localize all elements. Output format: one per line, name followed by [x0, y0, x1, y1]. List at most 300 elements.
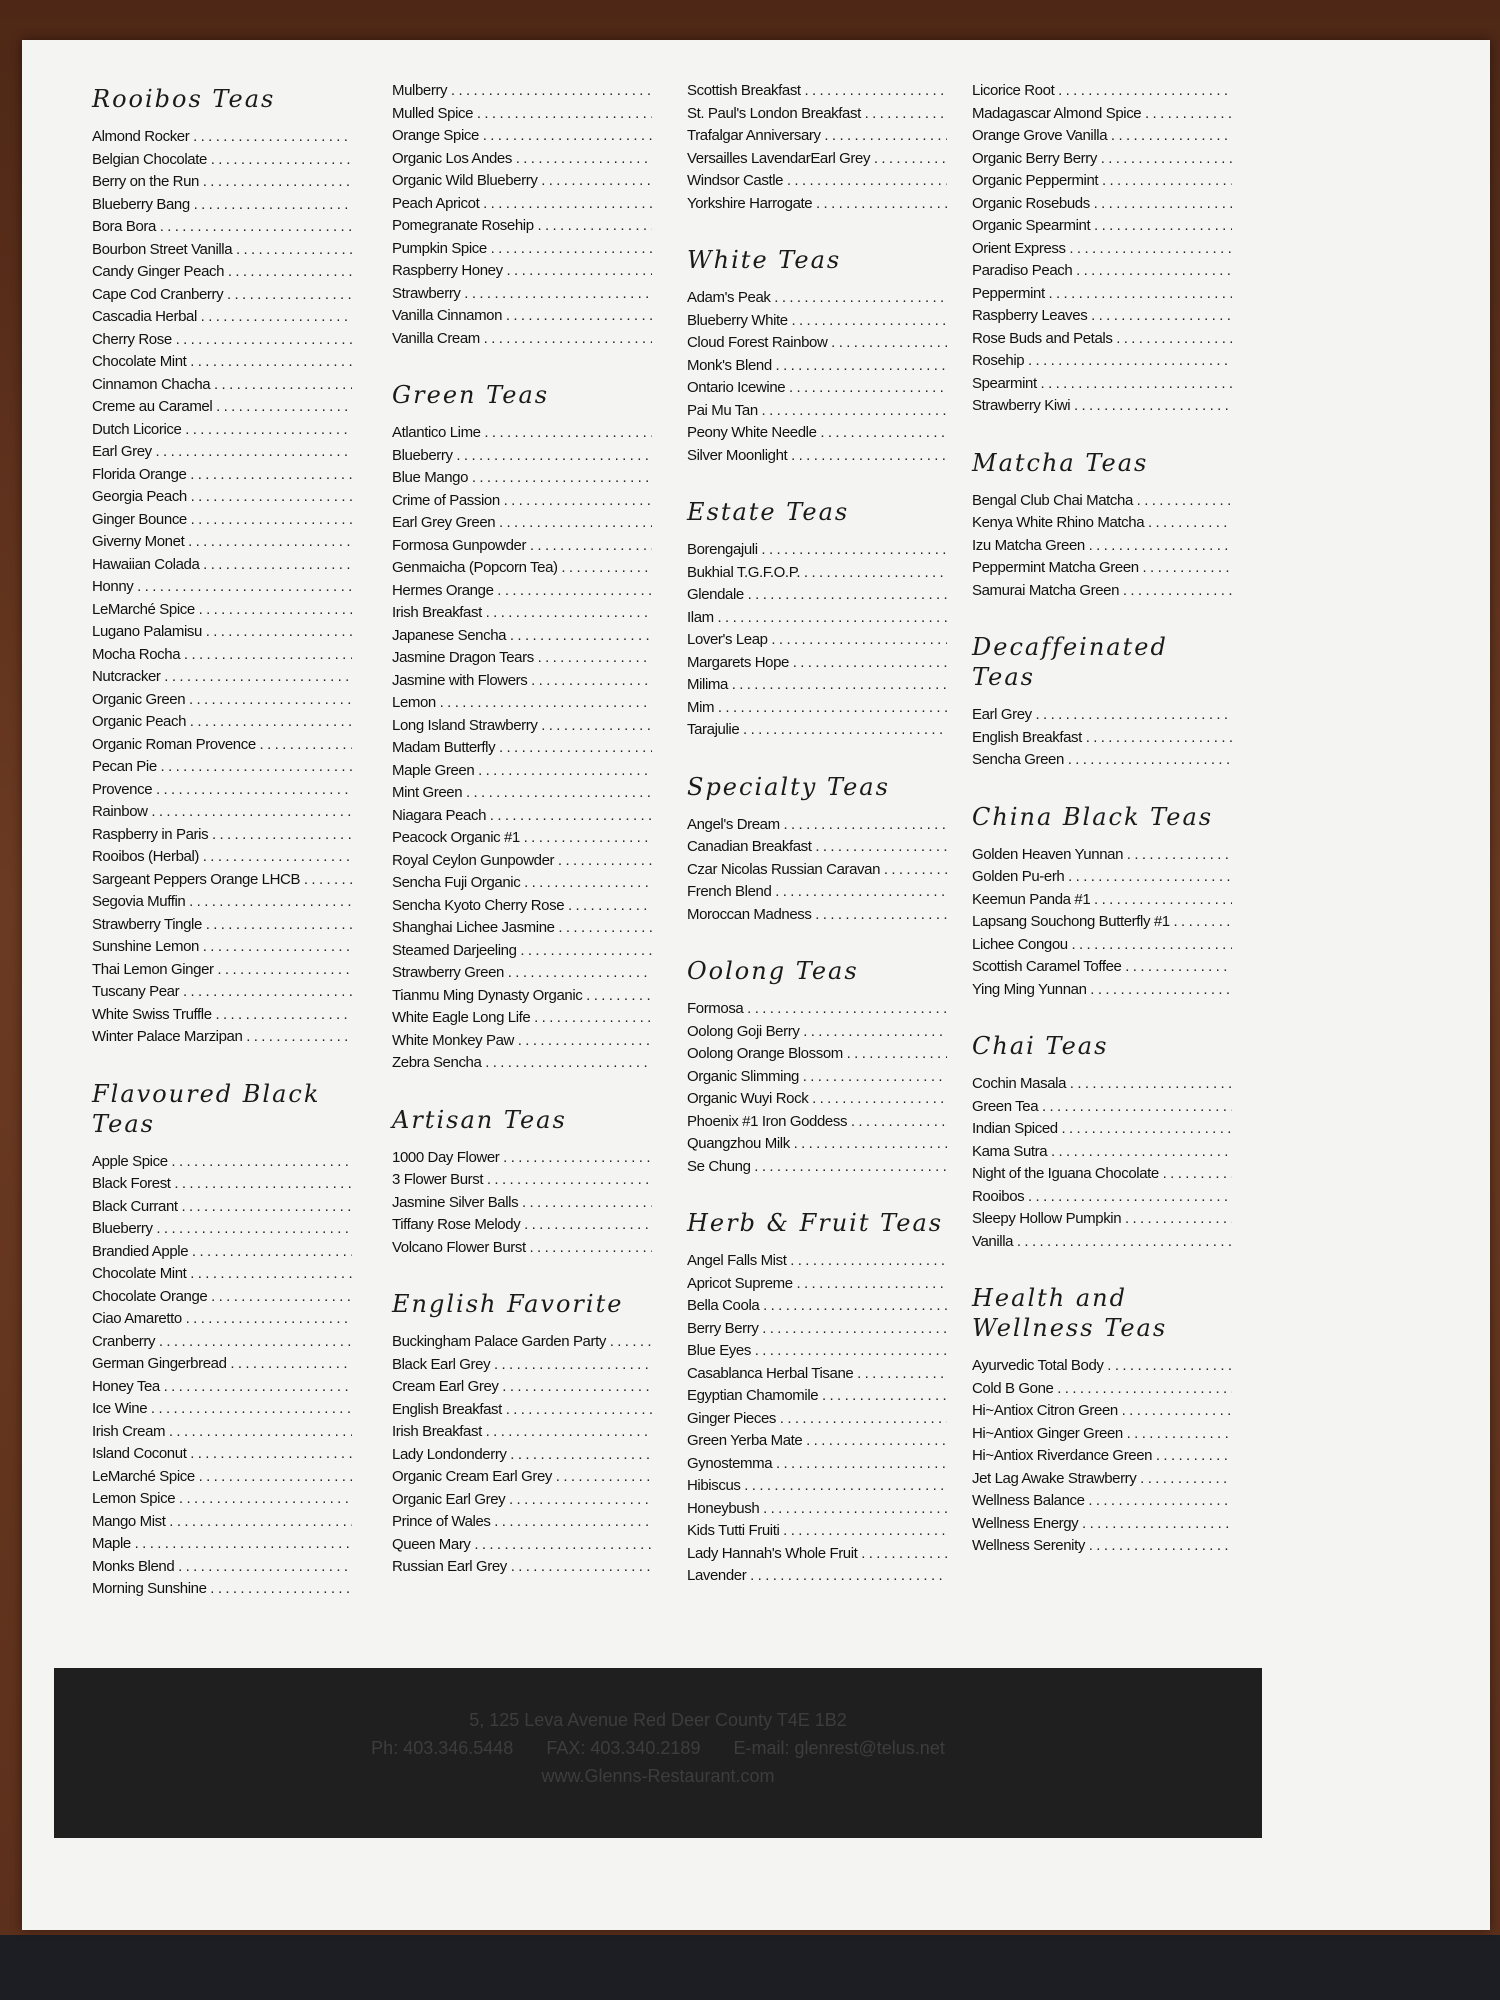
- footer-phone: Ph: 403.346.5448: [371, 1738, 514, 1758]
- tea-name: Genmaicha (Popcorn Tea): [392, 559, 558, 576]
- tea-item: [392, 760, 652, 783]
- tea-item: [687, 652, 947, 675]
- section-gap: [972, 418, 1232, 444]
- tea-name: Organic Berry Berry: [972, 149, 1097, 167]
- tea-list: [687, 814, 947, 927]
- section-heading: Decaffeinated Teas: [972, 633, 1168, 691]
- tea-list: [687, 1250, 947, 1588]
- tea-name: Vanilla Cinnamon: [392, 307, 503, 324]
- tea-item: [972, 1445, 1232, 1468]
- tea-list: [972, 844, 1232, 1002]
- tea-item: [687, 1340, 947, 1363]
- tea-name: Oolong Orange Blossom: [687, 1045, 843, 1062]
- tea-name: Samurai Matcha Green: [972, 581, 1120, 599]
- footer-email: E-mail: glenrest@telus.net: [733, 1738, 945, 1758]
- tea-item: [92, 666, 352, 689]
- tea-name: Raspberry in Paris: [92, 825, 209, 843]
- tea-name: Orient Express: [972, 239, 1066, 257]
- tea-item: [687, 332, 947, 355]
- tea-name: Formosa: [687, 1000, 744, 1017]
- tea-name: Creme au Caramel: [92, 398, 213, 415]
- tea-list: [687, 287, 947, 467]
- tea-item: [92, 1173, 352, 1196]
- tea-item: [92, 1466, 352, 1489]
- menu-column-2: [392, 80, 652, 1579]
- tea-name: Wellness Serenity: [972, 1537, 1085, 1554]
- tea-name: Yorkshire Harrogate: [687, 194, 813, 212]
- tea-item: [92, 239, 352, 262]
- tea-section: [972, 632, 1232, 798]
- tea-section: [972, 802, 1232, 1028]
- tea-section: [972, 1031, 1232, 1279]
- tea-name: Gynostemma: [687, 1454, 773, 1472]
- tea-item: [92, 374, 352, 397]
- tea-name: Bukhial T.G.F.O.P.: [687, 563, 801, 581]
- tea-item: [392, 283, 652, 306]
- tea-item: [972, 170, 1232, 193]
- tea-list: [392, 1331, 652, 1579]
- tea-name: Scottish Caramel Toffee: [972, 958, 1122, 975]
- tea-name: Shanghai Lichee Jasmine: [392, 919, 555, 936]
- tea-item: [687, 445, 947, 468]
- tea-item: [92, 936, 352, 959]
- tea-name: Maple Green: [392, 761, 475, 779]
- tea-item: [972, 1163, 1232, 1186]
- tea-item: [392, 170, 652, 193]
- tea-name: Buckingham Palace Garden Party: [392, 1333, 606, 1350]
- tea-item: [972, 911, 1232, 934]
- tea-name: Quangzhou Milk: [687, 1135, 790, 1152]
- tea-name: 1000 Day Flower: [392, 1148, 500, 1166]
- tea-item: [392, 1007, 652, 1030]
- tea-item: [392, 215, 652, 238]
- tea-name: Mulberry: [392, 82, 448, 99]
- tea-item: [687, 377, 947, 400]
- tea-name: Jet Lag Awake Strawberry: [972, 1469, 1137, 1487]
- tea-item: [972, 1208, 1232, 1231]
- tea-item: [92, 1578, 352, 1601]
- tea-item: [972, 1096, 1232, 1119]
- tea-item: [392, 1421, 652, 1444]
- tea-item: [392, 260, 652, 283]
- tea-section: [972, 80, 1232, 444]
- tea-item: [687, 1498, 947, 1521]
- tea-name: Rooibos (Herbal): [92, 848, 199, 865]
- tea-item: [92, 329, 352, 352]
- tea-name: Milima: [687, 676, 728, 693]
- tea-item: [92, 1488, 352, 1511]
- tea-item: [392, 1237, 652, 1260]
- tea-item: [392, 1444, 652, 1467]
- table-floor-shadow: [0, 1935, 1500, 2000]
- tea-item: [687, 1066, 947, 1089]
- tea-list: [687, 80, 947, 215]
- section-gap: [392, 1075, 652, 1101]
- tea-section: [92, 1079, 352, 1601]
- tea-section: [972, 1283, 1232, 1558]
- tea-item: [92, 1026, 352, 1049]
- section-gap: [687, 215, 947, 241]
- tea-name: Hibiscus: [687, 1477, 741, 1494]
- tea-item: [687, 904, 947, 927]
- tea-item: [972, 1468, 1232, 1491]
- tea-item: [92, 464, 352, 487]
- tea-name: Chocolate Mint: [92, 353, 187, 370]
- tea-item: [972, 490, 1232, 513]
- tea-item: [92, 554, 352, 577]
- tea-name: Rosehip: [972, 352, 1025, 369]
- tea-name: Strawberry Tingle: [92, 915, 202, 933]
- tea-item: [392, 940, 652, 963]
- tea-section: [687, 956, 947, 1204]
- tea-item: [392, 193, 652, 216]
- tea-name: Blueberry: [392, 446, 453, 464]
- tea-name: Organic Slimming: [687, 1067, 799, 1085]
- tea-item: [392, 670, 652, 693]
- tea-item: [972, 125, 1232, 148]
- tea-item: [92, 126, 352, 149]
- section-heading: Health and Wellness Teas: [972, 1284, 1168, 1342]
- tea-item: [687, 355, 947, 378]
- tea-section: [392, 1105, 652, 1286]
- tea-item: [972, 193, 1232, 216]
- tea-name: Nutcracker: [92, 668, 161, 685]
- tea-item: [92, 914, 352, 937]
- tea-name: Golden Heaven Yunnan: [972, 845, 1124, 863]
- tea-name: Formosa Gunpowder: [392, 536, 527, 554]
- tea-item: [92, 306, 352, 329]
- tea-name: Organic Wild Blueberry: [392, 172, 538, 189]
- tea-item: [972, 1513, 1232, 1536]
- tea-item: [687, 1453, 947, 1476]
- tea-item: [392, 647, 652, 670]
- tea-item: [687, 859, 947, 882]
- tea-name: LeMarché Spice: [92, 1467, 195, 1485]
- tea-name: Irish Cream: [92, 1422, 166, 1440]
- tea-item: [392, 917, 652, 940]
- tea-section: [687, 80, 947, 241]
- tea-name: Strawberry: [392, 284, 461, 302]
- tea-name: Cherry Rose: [92, 330, 172, 348]
- tea-name: Bella Coola: [687, 1297, 760, 1314]
- tea-name: Apple Spice: [92, 1152, 168, 1170]
- tea-item: [972, 373, 1232, 396]
- tea-item: [687, 562, 947, 585]
- tea-item: [392, 535, 652, 558]
- tea-name: Bengal Club Chai Matcha: [972, 491, 1133, 509]
- tea-item: [687, 400, 947, 423]
- tea-name: English Breakfast: [392, 1400, 502, 1418]
- tea-name: Lemon Spice: [92, 1490, 176, 1507]
- section-heading: Rooibos Teas: [92, 85, 276, 113]
- tea-list: [972, 80, 1232, 418]
- tea-item: [687, 1111, 947, 1134]
- tea-item: [687, 125, 947, 148]
- tea-name: Monks Blend: [92, 1557, 175, 1575]
- tea-name: Rainbow: [92, 803, 148, 820]
- tea-name: Rooibos: [972, 1187, 1025, 1205]
- tea-item: [972, 1400, 1232, 1423]
- tea-name: Vanilla: [972, 1232, 1014, 1250]
- tea-item: [92, 1398, 352, 1421]
- tea-name: German Gingerbread: [92, 1355, 227, 1372]
- tea-item: [392, 1331, 652, 1354]
- tea-item: [392, 80, 652, 103]
- tea-item: [392, 445, 652, 468]
- footer-contact-row: [54, 1734, 1262, 1762]
- tea-name: Ginger Pieces: [687, 1409, 777, 1427]
- tea-name: Organic Los Andes: [392, 149, 512, 167]
- tea-section: [687, 1208, 947, 1588]
- tea-item: [392, 557, 652, 580]
- tea-item: [972, 215, 1232, 238]
- tea-name: Casablanca Herbal Tisane: [687, 1364, 854, 1382]
- tea-name: Sencha Fuji Organic: [392, 874, 521, 891]
- tea-item: [92, 711, 352, 734]
- tea-name: Margarets Hope: [687, 653, 789, 671]
- tea-name: Peony White Needle: [687, 424, 817, 441]
- tea-item: [392, 328, 652, 351]
- tea-name: Pecan Pie: [92, 758, 157, 775]
- tea-name: Orange Grove Vanilla: [972, 127, 1108, 144]
- tea-list: [972, 704, 1232, 772]
- tea-item: [687, 814, 947, 837]
- tea-item: [392, 1466, 652, 1489]
- tea-name: Lugano Palamisu: [92, 623, 202, 640]
- tea-item: [687, 170, 947, 193]
- tea-item: [687, 1318, 947, 1341]
- tea-name: Maple: [92, 1535, 131, 1552]
- tea-item: [392, 1511, 652, 1534]
- tea-name: Organic Spearmint: [972, 217, 1091, 234]
- tea-item: [687, 1156, 947, 1179]
- tea-item: [972, 1378, 1232, 1401]
- tea-section: [392, 80, 652, 376]
- tea-item: [687, 1273, 947, 1296]
- tea-name: Kids Tutti Fruiti: [687, 1522, 780, 1539]
- tea-name: Pai Mu Tan: [687, 401, 758, 419]
- footer-contact-band: [54, 1668, 1262, 1838]
- tea-name: Cinnamon Chacha: [92, 375, 211, 393]
- tea-item: [92, 1263, 352, 1286]
- tea-name: Phoenix #1 Iron Goddess: [687, 1112, 848, 1130]
- tea-section: [687, 497, 947, 768]
- tea-name: Morning Sunshine: [92, 1580, 207, 1597]
- tea-item: [687, 607, 947, 630]
- tea-name: Jasmine with Flowers: [392, 671, 528, 689]
- tea-name: Sencha Green: [972, 751, 1064, 768]
- tea-name: Honeybush: [687, 1499, 760, 1517]
- tea-name: Pomegranate Rosehip: [392, 217, 534, 234]
- tea-section: [972, 448, 1232, 629]
- tea-item: [92, 1556, 352, 1579]
- tea-name: Blueberry: [92, 1220, 153, 1237]
- tea-name: Licorice Root: [972, 82, 1055, 99]
- tea-name: Sencha Kyoto Cherry Rose: [392, 896, 565, 914]
- tea-name: Black Currant: [92, 1197, 178, 1215]
- section-gap: [972, 1001, 1232, 1027]
- tea-name: Volcano Flower Burst: [392, 1238, 526, 1256]
- tea-name: Cascadia Herbal: [92, 308, 197, 325]
- tea-name: Island Coconut: [92, 1445, 187, 1462]
- tea-list: [972, 1355, 1232, 1558]
- tea-item: [92, 1004, 352, 1027]
- tea-name: Earl Grey: [972, 706, 1032, 723]
- tea-item: [687, 1363, 947, 1386]
- tea-item: [392, 103, 652, 126]
- tea-name: Cold B Gone: [972, 1379, 1054, 1397]
- tea-item: [972, 283, 1232, 306]
- tea-item: [972, 1141, 1232, 1164]
- tea-item: [92, 194, 352, 217]
- section-heading: Green Teas: [392, 381, 550, 409]
- tea-item: [392, 782, 652, 805]
- tea-item: [92, 396, 352, 419]
- tea-item: [392, 1030, 652, 1053]
- tea-name: Jasmine Dragon Tears: [392, 649, 534, 666]
- tea-item: [92, 1331, 352, 1354]
- tea-item: [392, 125, 652, 148]
- tea-item: [392, 1534, 652, 1557]
- tea-name: Tuscany Pear: [92, 983, 180, 1000]
- tea-name: Raspberry Leaves: [972, 307, 1088, 324]
- tea-item: [392, 1376, 652, 1399]
- footer-address: 5, 125 Leva Avenue Red Deer County T4E 1B2: [469, 1710, 847, 1730]
- tea-name: Strawberry Kiwi: [972, 397, 1071, 414]
- tea-item: [92, 959, 352, 982]
- tea-name: Egyptian Chamomile: [687, 1387, 819, 1404]
- tea-name: Hawaiian Colada: [92, 555, 200, 573]
- tea-name: Organic Wuyi Rock: [687, 1090, 809, 1107]
- tea-name: Lapsang Souchong Butterfly #1: [972, 913, 1170, 930]
- tea-item: [92, 756, 352, 779]
- tea-item: [972, 1118, 1232, 1141]
- tea-name: Queen Mary: [392, 1535, 471, 1553]
- tea-name: Steamed Darjeeling: [392, 941, 517, 959]
- tea-item: [972, 934, 1232, 957]
- tea-name: Irish Breakfast: [392, 1423, 482, 1440]
- section-gap: [92, 1049, 352, 1075]
- tea-item: [687, 881, 947, 904]
- tea-menu-sheet: [22, 40, 1490, 1930]
- tea-name: Hermes Orange: [392, 581, 494, 599]
- tea-item: [92, 419, 352, 442]
- tea-item: [687, 1250, 947, 1273]
- tea-name: Tianmu Ming Dynasty Organic: [392, 986, 583, 1004]
- tea-name: Madagascar Almond Spice: [972, 104, 1142, 122]
- tea-name: French Blend: [687, 883, 772, 900]
- tea-name: St. Paul's London Breakfast: [687, 104, 861, 122]
- section-heading: White Teas: [687, 246, 842, 274]
- tea-name: Lady Hannah's Whole Fruit: [687, 1544, 858, 1562]
- tea-item: [687, 1133, 947, 1156]
- section-heading: Artisan Teas: [392, 1105, 567, 1134]
- tea-item: [392, 692, 652, 715]
- tea-name: Blue Eyes: [687, 1342, 751, 1359]
- tea-item: [972, 535, 1232, 558]
- tea-name: LeMarché Spice: [92, 600, 195, 618]
- tea-item: [687, 80, 947, 103]
- tea-item: [687, 584, 947, 607]
- menu-column-1: [92, 80, 352, 1601]
- tea-name: Pumpkin Spice: [392, 239, 487, 257]
- tea-name: Cochin Masala: [972, 1075, 1067, 1092]
- tea-item: [392, 625, 652, 648]
- tea-name: Honny: [92, 578, 134, 595]
- tea-item: [392, 737, 652, 760]
- tea-name: Royal Ceylon Gunpowder: [392, 851, 555, 869]
- section-heading: Herb & Fruit Teas: [687, 1209, 944, 1237]
- tea-item: [392, 1147, 652, 1170]
- tea-name: Mocha Rocha: [92, 645, 181, 663]
- tea-item: [972, 1490, 1232, 1513]
- tea-name: Bourbon Street Vanilla: [92, 240, 233, 258]
- tea-name: White Monkey Paw: [392, 1031, 514, 1049]
- tea-name: Dutch Licorice: [92, 420, 182, 438]
- tea-item: [972, 844, 1232, 867]
- tea-name: Ciao Amaretto: [92, 1310, 182, 1327]
- tea-item: [972, 557, 1232, 580]
- tea-item: [687, 1021, 947, 1044]
- tea-name: Provence: [92, 780, 153, 798]
- tea-name: Peppermint Matcha Green: [972, 559, 1139, 576]
- tea-item: [92, 284, 352, 307]
- tea-name: Silver Moonlight: [687, 446, 788, 464]
- tea-section: [687, 772, 947, 953]
- tea-item: [92, 1286, 352, 1309]
- tea-name: Organic Rosebuds: [972, 194, 1090, 212]
- tea-item: [92, 779, 352, 802]
- tea-item: [687, 1543, 947, 1566]
- tea-list: [392, 1147, 652, 1260]
- tea-section: [92, 84, 352, 1075]
- tea-item: [972, 979, 1232, 1002]
- tea-list: [392, 80, 652, 350]
- tea-name: Lichee Congou: [972, 935, 1068, 953]
- tea-item: [687, 1385, 947, 1408]
- tea-name: Organic Earl Grey: [392, 1490, 506, 1508]
- tea-list: [972, 1073, 1232, 1253]
- tea-name: Ice Wine: [92, 1400, 148, 1417]
- tea-item: [392, 580, 652, 603]
- tea-item: [687, 1408, 947, 1431]
- tea-item: [92, 576, 352, 599]
- tea-item: [687, 1295, 947, 1318]
- section-gap: [972, 602, 1232, 628]
- tea-name: Mim: [687, 698, 715, 716]
- tea-name: Lover's Leap: [687, 631, 768, 648]
- tea-item: [92, 1151, 352, 1174]
- tea-name: Hi~Antiox Riverdance Green: [972, 1447, 1153, 1464]
- tea-item: [972, 328, 1232, 351]
- tea-name: Chocolate Orange: [92, 1287, 208, 1305]
- tea-item: [92, 441, 352, 464]
- tea-name: Honey Tea: [92, 1377, 160, 1395]
- tea-item: [972, 260, 1232, 283]
- tea-item: [392, 715, 652, 738]
- tea-item: [92, 1196, 352, 1219]
- section-heading: Specialty Teas: [687, 772, 890, 801]
- section-heading: Matcha Teas: [972, 448, 1149, 477]
- tea-item: [972, 80, 1232, 103]
- section-gap: [687, 742, 947, 768]
- tea-name: White Eagle Long Life: [392, 1009, 531, 1026]
- tea-name: Georgia Peach: [92, 488, 187, 505]
- tea-name: Izu Matcha Green: [972, 536, 1085, 554]
- tea-name: Canadian Breakfast: [687, 838, 812, 855]
- tea-item: [687, 422, 947, 445]
- tea-item: [972, 1186, 1232, 1209]
